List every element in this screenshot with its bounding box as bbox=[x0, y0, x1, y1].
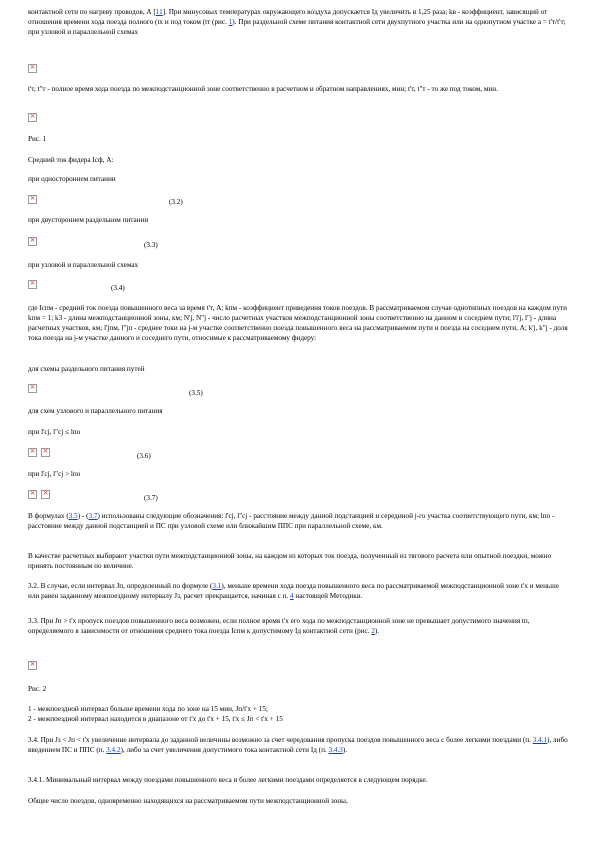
broken-image-icon bbox=[41, 490, 50, 499]
paragraph: В качестве расчетных выбирают участки пути межподстанционной зоны, на каждом из которых ток поезда, полученный из тягового расчета или опытной поездки, можно принять постоянным по величине. bbox=[28, 552, 552, 570]
equation-number: (3.7) bbox=[144, 494, 158, 502]
paragraph: для схем узлового и параллельного питания bbox=[28, 407, 163, 415]
paragraph: для схемы раздельного питания путей bbox=[28, 365, 145, 373]
paragraph: 3.4.1. Минимальный интервал между поездами повышенного веса и более легкими поездами определяется в следующем порядке. bbox=[28, 776, 428, 784]
paragraph: 3.2. В случае, если интервал Jп, определенный по формуле (3.1), меньше времени хода поезда повышенного веса по рассматриваемой межподстанционной зоне t'х и меньше или равен заданному межпоездному интервалу Jз, расчет прекращается, начиная с п. 4 настоящей Методики. bbox=[28, 582, 559, 600]
figure-link[interactable]: 1 bbox=[228, 18, 233, 26]
paragraph: Общее число поездов, одновременно находящихся на рассматриваемом пути межподстанционной зоны, bbox=[28, 797, 348, 805]
equation-number: (3.6) bbox=[137, 452, 151, 460]
section-link[interactable]: 3.4.3 bbox=[328, 746, 343, 754]
broken-image-icon bbox=[41, 448, 50, 457]
broken-image-icon bbox=[28, 113, 37, 122]
broken-image-icon bbox=[28, 448, 37, 457]
equation-number: (3.3) bbox=[144, 241, 158, 249]
paragraph: при l'сj, l"сj > lпо bbox=[28, 470, 81, 478]
paragraph: при двустороннем раздельном питании bbox=[28, 216, 149, 224]
reference-link[interactable]: 11 bbox=[155, 8, 163, 16]
paragraph: при узловой и параллельной схемах bbox=[28, 261, 139, 269]
paragraph: где Iспм - средний ток поезда повышенного веса за время t'т, А; kпм - коэффициент приведения токов поездов. В рассматриваемом случае однотипных поездов на каждом пути kпм = 1; k3 - длина межподстанционной зоны, км; N'j, N"j - число расчетных участков межподстанционной зоны соответственно на данном и соседнем пути; l'i'j, l"j - длина расчетных участков, км; l'jпм, l"jп - среднее токи на j-м участке соответственно поезда повышенного веса на рассматриваемом пути и поезда на соседнем пути, А; k'j, k"j - доля тока поезда на j-м участке данного и соседнего пути, относимые к рассматриваемому фидеру: bbox=[28, 304, 568, 342]
paragraph: 3.3. При Jп > t'х пропуск поездов повышенного веса возможен, если полное время t'х его хода по межподстанционной зоне не превышает допустимого значения tп, определяемого в зависимости от отношения среднего тока поезда Iспм к допустимому Iд контактной сети (рис. 2). bbox=[28, 617, 530, 635]
paragraph: В формулах (3.5) - (3.7) использованы следующие обозначения: l'сj, l"сj - расстояние между данной подстанцией и серединой j-го участка соответствующего пути, км; lпо - расстояние между данной подстанцией и ПС при узловой схеме или ближайшим ППС при параллельной схеме, км. bbox=[28, 512, 555, 530]
formula-link[interactable]: 3.7 bbox=[88, 512, 98, 520]
paragraph: Средний ток фидера Iсф, А: bbox=[28, 156, 114, 164]
broken-image-icon bbox=[28, 384, 37, 393]
broken-image-icon bbox=[28, 490, 37, 499]
broken-image-icon bbox=[28, 64, 37, 73]
figure-caption: Рис. 2 bbox=[28, 685, 47, 693]
section-link[interactable]: 3.4.2 bbox=[106, 746, 121, 754]
paragraph: 3.4. При Jз < Jп < t'х увеличение интервала до заданной величины возможно за счет чередования пропуска поездов повышенного веса с более легкими поездами (п. 3.4.1), либо введением ПС и ППС (п. 3.4.2), либо за счет увеличения допустимого тока контактной сети Iд (п. 3.4.3). bbox=[28, 736, 568, 754]
paragraph: t'т, t"т - полное время хода поезда по межподстанционной зоне соответственно в расчетном и обратном направлениях, мин; t'т, t"т - то же под током, мин. bbox=[28, 85, 498, 93]
figure-link[interactable]: 2 bbox=[371, 627, 375, 635]
formula-link[interactable]: 3.1 bbox=[212, 582, 222, 590]
equation-number: (3.5) bbox=[189, 389, 203, 397]
equation-number: (3.2) bbox=[169, 198, 183, 206]
formula-link[interactable]: 3.5 bbox=[68, 512, 78, 520]
broken-image-icon bbox=[28, 237, 37, 246]
broken-image-icon bbox=[28, 280, 37, 289]
section-link[interactable]: 4 bbox=[290, 592, 294, 600]
paragraph: при одностороннем питании bbox=[28, 175, 116, 183]
list-item: 2 - межпоездной интервал находится в диапазоне от t'х до t'х + 15, t'х ≤ Jп < t'х + 15 bbox=[28, 715, 283, 723]
paragraph: контактной сети по нагреву проводов, А [11]. При минусовых температурах окружающего воздуха допускается Iд увеличить в 1,25 раза; kв - коэффициент, зависящий от отношения времени хода поезда полного (tх и под током (tт (рис. 1). При раздельной схеме питания контактной сети двухпутного участка или на однопутном участке a = t'т/t'т; при узловой и параллельной схемах bbox=[28, 8, 566, 36]
equation-number: (3.4) bbox=[111, 284, 125, 292]
broken-image-icon bbox=[28, 195, 37, 204]
list-item: 1 - межпоездной интервал больше времени хода по зоне на 15 мин, Jп/t'х + 15; bbox=[28, 705, 268, 713]
section-link[interactable]: 3.4.1 bbox=[532, 736, 548, 744]
paragraph: при l'сj, l"сj ≤ lпо bbox=[28, 428, 81, 436]
figure-caption: Рис. 1 bbox=[28, 135, 47, 143]
broken-image-icon bbox=[28, 661, 37, 670]
